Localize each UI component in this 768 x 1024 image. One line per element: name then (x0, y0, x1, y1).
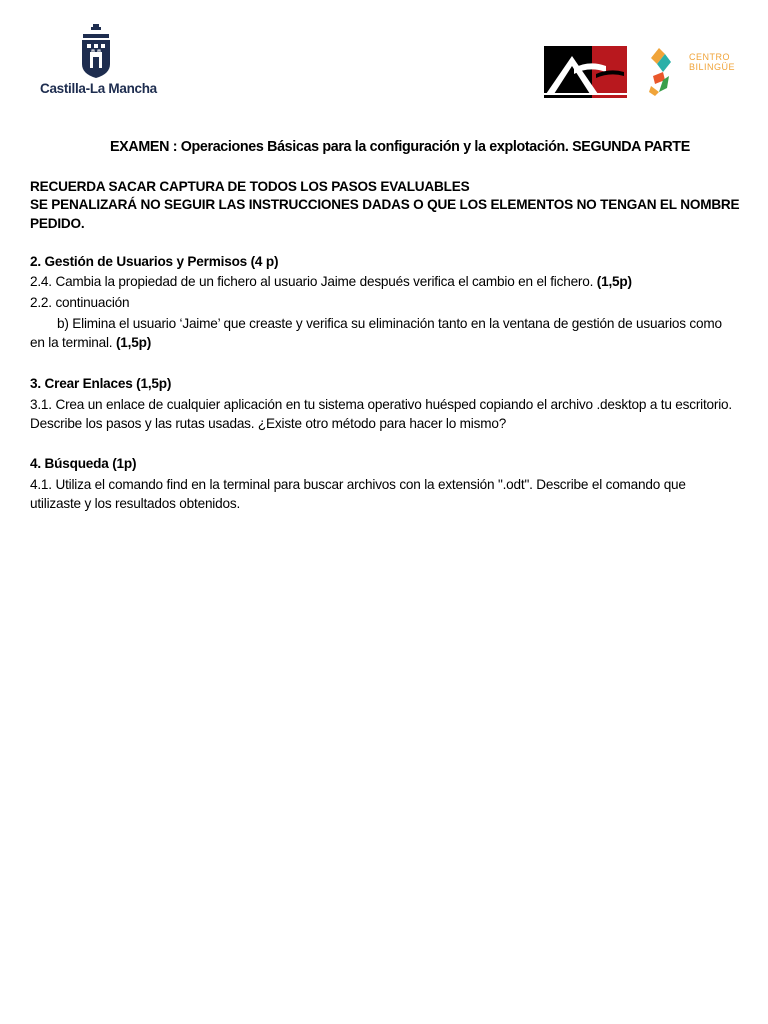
warning-line-2: SE PENALIZARÁ NO SEGUIR LAS INSTRUCCIONES DADAS O QUE LOS ELEMENTOS NO TENGAN EL NOMBRE PEDIDO. (30, 197, 740, 231)
item-3-1: 3.1. Crea un enlace de cualquier aplicación en tu sistema operativo huésped copiando el archivo .desktop a tu escritorio. Describe los pasos y las rutas usadas. ¿Existe otro método para hacer lo mismo? (30, 397, 732, 431)
item-2-2: 2.2. continuación (30, 295, 130, 310)
item-2-2-b-text: b) Elimina el usuario ‘Jaime’ que creaste y verifica su eliminación tanto en la ventana de gestión de usuarios como en la terminal. (30, 316, 722, 350)
centro-bilingue-text (689, 52, 735, 72)
item-4-1: 4.1. Utiliza el comando find en la terminal para buscar archivos con la extensión ".odt". Describe el comando que utilizaste y los resultados obtenidos. (30, 477, 686, 511)
item-2-4-points: (1,5p) (596, 274, 632, 289)
centro-text-line2: BILINGÜE (689, 62, 736, 72)
item-2-4 (30, 272, 740, 291)
castilla-la-mancha-logo (40, 24, 160, 100)
centro-bilingue-logo (645, 46, 735, 98)
bilingual-center-emblem-icon (645, 46, 685, 98)
school-logo (544, 46, 627, 98)
exam-title: EXAMEN : Operaciones Básicas para la configuración y la explotación. SEGUNDA PARTE (110, 139, 690, 155)
school-emblem-icon (544, 46, 627, 98)
item-2-2-b-points: (1,5p) (115, 335, 152, 350)
section-2-heading: 2. Gestión de Usuarios y Permisos (4 p) (30, 254, 279, 269)
warning-line-1: RECUERDA SACAR CAPTURA DE TODOS LOS PASOS EVALUABLES (30, 179, 470, 194)
section-4-heading: 4. Búsqueda (1p) (30, 456, 137, 471)
centro-text-line1: CENTRO (689, 52, 730, 62)
castle-crest-icon (78, 24, 114, 78)
item-2-4-text: 2.4. Cambia la propiedad de un fichero al usuario Jaime después verifica el cambio en el fichero. (30, 274, 594, 289)
section-3-heading: 3. Crear Enlaces (1,5p) (30, 376, 172, 391)
item-2-2-b (30, 314, 740, 352)
castilla-la-mancha-logo-text: Castilla-La Mancha (40, 81, 157, 96)
